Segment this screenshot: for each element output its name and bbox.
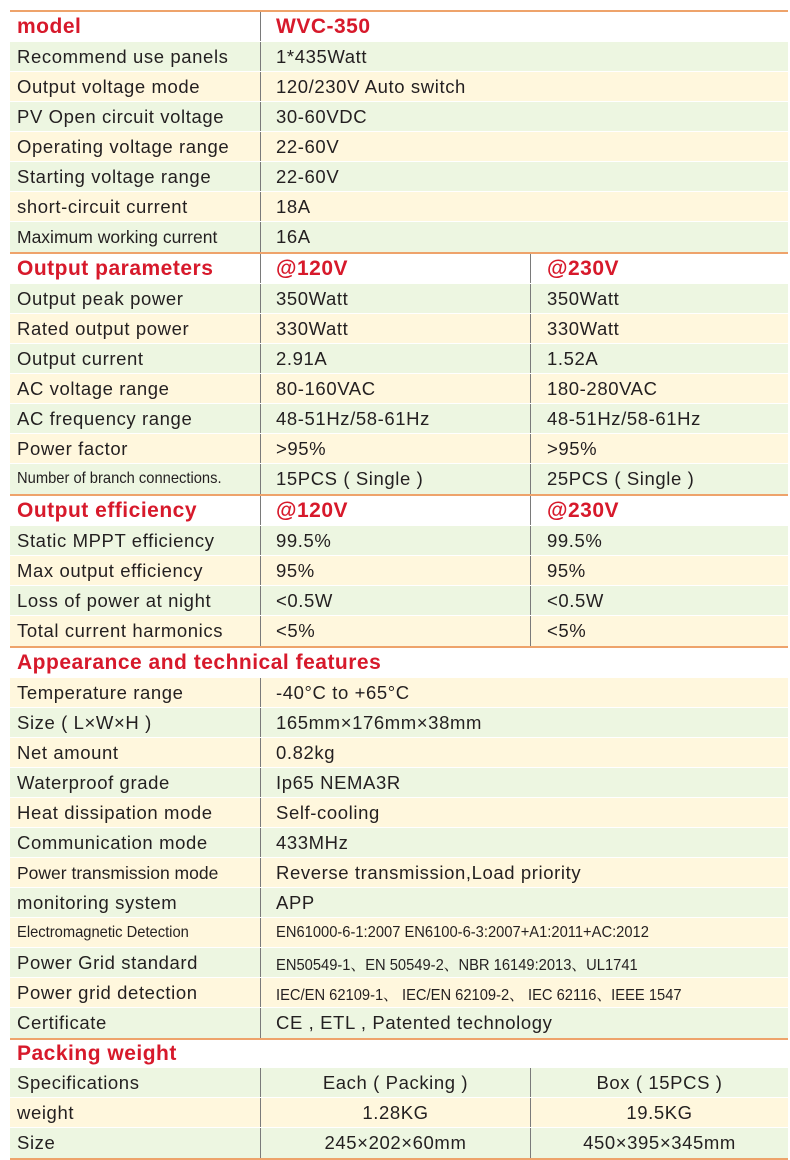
spec-label: weight <box>17 1102 75 1123</box>
spec-value: APP <box>260 888 788 918</box>
spec-row <box>10 616 788 646</box>
spec-label: Output current <box>17 348 144 369</box>
model-section <box>10 10 788 252</box>
value-230v: 350Watt <box>530 284 788 314</box>
output-efficiency-header-row <box>10 496 788 526</box>
spec-row <box>10 434 788 464</box>
value-120v: >95% <box>260 434 530 464</box>
spec-value: 16A <box>260 222 788 252</box>
value-230v: 48-51Hz/58-61Hz <box>530 404 788 434</box>
spec-row <box>10 798 788 828</box>
value-120v: 15PCS ( Single ) <box>260 464 530 494</box>
column-header-230v: @230V <box>530 496 788 526</box>
column-header-box: Box ( 15PCS ) <box>530 1068 788 1098</box>
section-title: Output efficiency <box>17 499 198 522</box>
spec-row <box>10 918 788 948</box>
spec-label: Power grid detection <box>17 982 198 1003</box>
spec-value: Reverse transmission,Load priority <box>260 858 788 888</box>
spec-value: 1*435Watt <box>260 42 788 72</box>
spec-label: Static MPPT efficiency <box>17 530 215 551</box>
spec-value: -40°C to +65°C <box>260 678 788 708</box>
spec-row <box>10 464 788 494</box>
spec-row <box>10 42 788 72</box>
spec-label: Heat dissipation mode <box>17 802 213 823</box>
column-header-120v: @120V <box>260 254 530 284</box>
value-120v: 95% <box>260 556 530 586</box>
spec-label: Size <box>17 1132 56 1153</box>
spec-label: Specifications <box>17 1072 140 1093</box>
model-header-row <box>10 12 788 42</box>
packing-header-row <box>10 1040 788 1068</box>
spec-row <box>10 888 788 918</box>
value-box: 19.5KG <box>530 1098 788 1128</box>
spec-label-text: Electromagnetic Detection <box>17 924 189 941</box>
spec-row <box>10 284 788 314</box>
value-230v: <5% <box>530 616 788 646</box>
value-120v: 330Watt <box>260 314 530 344</box>
appearance-header-row <box>10 648 788 678</box>
column-header-each: Each ( Packing ) <box>260 1068 530 1098</box>
appearance-section <box>10 646 788 1038</box>
spec-label: Starting voltage range <box>17 166 212 187</box>
spec-label <box>10 464 260 494</box>
spec-value-text: EN50549-1、EN 50549-2、NBR 16149:2013、UL1741 <box>276 956 638 974</box>
spec-value: 22-60V <box>260 162 788 192</box>
spec-label: Rated output power <box>17 318 190 339</box>
spec-label: Recommend use panels <box>17 46 229 67</box>
value-230v: 95% <box>530 556 788 586</box>
spec-row <box>10 948 788 978</box>
output-parameters-header-row <box>10 254 788 284</box>
spec-label: Waterproof grade <box>17 772 170 793</box>
spec-row <box>10 828 788 858</box>
spec-row <box>10 768 788 798</box>
spec-value <box>260 918 788 948</box>
spec-row <box>10 344 788 374</box>
spec-value-text: IEC/EN 62109-1、 IEC/EN 62109-2、 IEC 62116、IEEE 1547 <box>276 986 682 1004</box>
spec-value: 165mm×176mm×38mm <box>260 708 788 738</box>
value-each: 1.28KG <box>260 1098 530 1128</box>
spec-label: AC frequency range <box>17 408 193 429</box>
value-120v: 48-51Hz/58-61Hz <box>260 404 530 434</box>
spec-row <box>10 162 788 192</box>
value-230v: 180-280VAC <box>530 374 788 404</box>
spec-value: Self-cooling <box>260 798 788 828</box>
spec-row <box>10 102 788 132</box>
value-120v: 350Watt <box>260 284 530 314</box>
spec-row <box>10 556 788 586</box>
spec-value <box>260 978 788 1008</box>
value-230v: 99.5% <box>530 526 788 556</box>
value-120v: <0.5W <box>260 586 530 616</box>
spec-row <box>10 222 788 252</box>
output-parameters-section <box>10 252 788 494</box>
spec-row <box>10 708 788 738</box>
spec-label: AC voltage range <box>17 378 170 399</box>
spec-value: 22-60V <box>260 132 788 162</box>
value-230v: <0.5W <box>530 586 788 616</box>
column-header-230v: @230V <box>530 254 788 284</box>
spec-row <box>10 192 788 222</box>
spec-label: Maximum working current <box>17 226 218 247</box>
spec-row <box>10 738 788 768</box>
spec-label: Output peak power <box>17 288 184 309</box>
value-230v: 1.52A <box>530 344 788 374</box>
spec-value: 18A <box>260 192 788 222</box>
spec-label: Communication mode <box>17 832 208 853</box>
value-120v: 80-160VAC <box>260 374 530 404</box>
spec-label: Power transmission mode <box>17 862 219 883</box>
spec-value: 30-60VDC <box>260 102 788 132</box>
spec-value <box>260 948 788 978</box>
value-box: 450×395×345mm <box>530 1128 788 1158</box>
model-label: model <box>17 15 82 38</box>
spec-value: 120/230V Auto switch <box>260 72 788 102</box>
spec-label-text: Number of branch connections. <box>17 470 222 487</box>
spec-label: Output voltage mode <box>17 76 201 97</box>
spec-label: Total current harmonics <box>17 620 224 641</box>
spec-label: Net amount <box>17 742 119 763</box>
spec-row <box>10 132 788 162</box>
output-efficiency-section <box>10 494 788 646</box>
spec-value: 0.82kg <box>260 738 788 768</box>
packing-columns-row <box>10 1068 788 1098</box>
value-230v: >95% <box>530 434 788 464</box>
spec-row <box>10 72 788 102</box>
spec-label: short-circuit current <box>17 196 188 217</box>
spec-label: Size ( L×W×H ) <box>17 712 152 733</box>
spec-row <box>10 1098 788 1128</box>
spec-row <box>10 858 788 888</box>
spec-label: Operating voltage range <box>17 136 230 157</box>
spec-row <box>10 678 788 708</box>
section-title: Appearance and technical features <box>17 651 382 674</box>
packing-section <box>10 1038 788 1160</box>
spec-row <box>10 404 788 434</box>
spec-value-text: EN61000-6-1:2007 EN6100-6-3:2007+A1:2011+AC:2012 <box>276 924 649 941</box>
spec-row <box>10 314 788 344</box>
value-230v: 25PCS ( Single ) <box>530 464 788 494</box>
spec-label: Temperature range <box>17 682 184 703</box>
spec-label: Power factor <box>17 438 129 459</box>
value-230v: 330Watt <box>530 314 788 344</box>
spec-value: Ip65 NEMA3R <box>260 768 788 798</box>
section-title: Output parameters <box>17 257 214 280</box>
spec-label: Max output efficiency <box>17 560 204 581</box>
value-120v: 99.5% <box>260 526 530 556</box>
column-header-120v: @120V <box>260 496 530 526</box>
value-each: 245×202×60mm <box>260 1128 530 1158</box>
spec-row <box>10 586 788 616</box>
spec-value: CE , ETL , Patented technology <box>260 1008 788 1038</box>
model-value: WVC-350 <box>260 12 788 42</box>
spec-sheet <box>10 10 788 1160</box>
spec-row <box>10 1128 788 1158</box>
spec-value: 433MHz <box>260 828 788 858</box>
spec-row <box>10 1008 788 1038</box>
spec-label: Power Grid standard <box>17 952 199 973</box>
value-120v: 2.91A <box>260 344 530 374</box>
spec-label: Loss of power at night <box>17 590 212 611</box>
spec-label: PV Open circuit voltage <box>17 106 225 127</box>
spec-label: monitoring system <box>17 892 178 913</box>
spec-row <box>10 978 788 1008</box>
value-120v: <5% <box>260 616 530 646</box>
section-title: Packing weight <box>17 1042 177 1065</box>
spec-row <box>10 374 788 404</box>
spec-row <box>10 526 788 556</box>
spec-label <box>10 918 260 948</box>
spec-label: Certificate <box>17 1012 107 1033</box>
